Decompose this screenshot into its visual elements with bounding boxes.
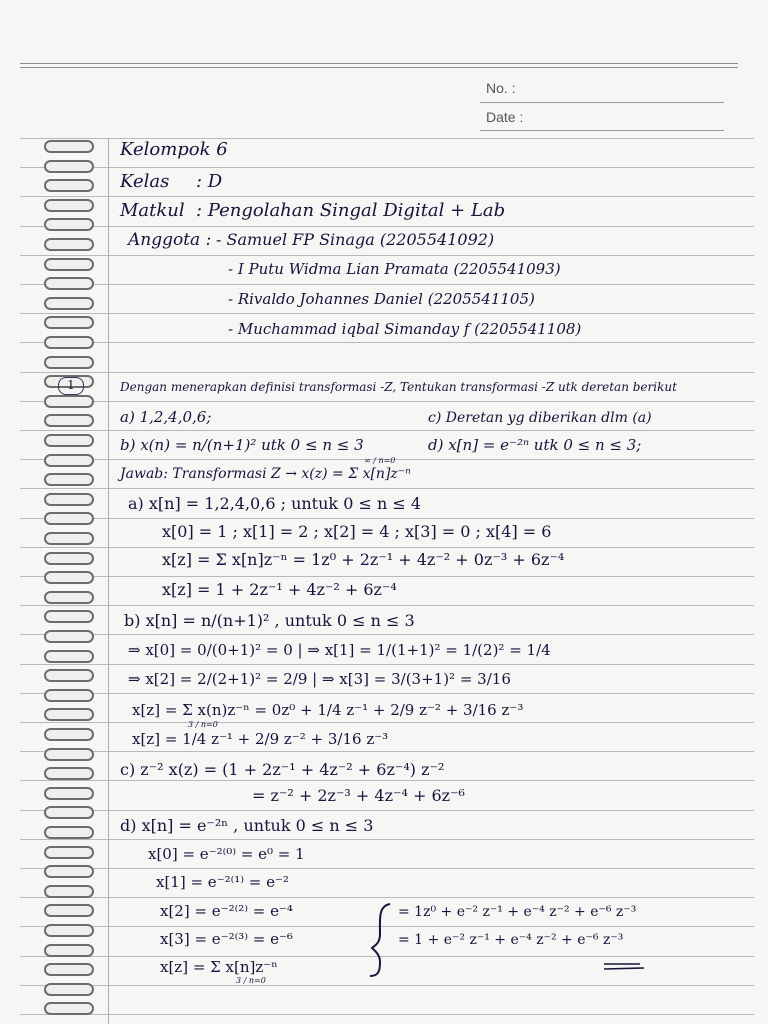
answer-intro: Jawab: Transformasi Z → x(z) = Σ x[n]z⁻ⁿ [120,466,411,482]
question-d: d) x[n] = e⁻²ⁿ utk 0 ≤ n ≤ 3; [428,436,642,454]
binder-hole [44,787,94,800]
binder-hole [44,1002,94,1015]
member-2: - I Putu Widma Lian Pramata (2205541093) [228,260,561,278]
ruled-line [20,839,754,840]
a-line-1: a) x[n] = 1,2,4,0,6 ; untuk 0 ≤ n ≤ 4 [128,494,422,513]
b-line-4: x[z] = Σ x(n)z⁻ⁿ = 0z⁰ + 1/4 z⁻¹ + 2/9 z⁻² + 3/16 z⁻³ [132,701,524,719]
ruled-line [20,605,754,606]
no-label: No. : [486,80,516,96]
binder-hole [44,532,94,545]
question-c: c) Deretan yg diberikan dlm (a) [428,410,652,426]
ruled-line [20,255,754,256]
binder-hole [44,258,94,271]
binder-hole [44,708,94,721]
ruled-line [20,547,754,548]
binder-hole [44,983,94,996]
member-4: - Muchammad iqbal Simanday f (2205541108) [228,320,582,338]
d-line-3: x[1] = e⁻²⁽¹⁾ = e⁻² [156,873,289,891]
d-line-6: x[z] = Σ x[n]z⁻ⁿ [160,958,278,976]
binder-hole [44,434,94,447]
date-line [480,130,724,131]
binder-hole [44,904,94,917]
binder-hole [44,238,94,251]
d-limits: 3 / n=0 [236,976,266,985]
binder-hole [44,767,94,780]
binder-hole [44,336,94,349]
b-line-2: ⇒ x[0] = 0/(0+1)² = 0 | ⇒ x[1] = 1/(1+1)² = 1/(2)² = 1/4 [128,641,551,659]
b-limits: 3 / n=0 [188,720,218,729]
binder-hole [44,630,94,643]
ruled-line [20,372,754,373]
ruled-line [20,313,754,314]
binder-hole [44,650,94,663]
top-rule [20,63,738,64]
question-prompt: Dengan menerapkan definisi transformasi -Z, Tentukan transformasi -Z utk deretan berikut [120,380,677,394]
binder-hole [44,826,94,839]
a-line-4: x[z] = 1 + 2z⁻¹ + 4z⁻² + 6z⁻⁴ [162,580,397,599]
ruled-line [20,897,754,898]
binder-hole [44,454,94,467]
ruled-line [20,196,754,197]
binder-hole [44,493,94,506]
no-line [480,102,724,103]
binder-hole [44,512,94,525]
d-line-2: x[0] = e⁻²⁽⁰⁾ = e⁰ = 1 [148,845,305,863]
d-line-1: d) x[n] = e⁻²ⁿ , untuk 0 ≤ n ≤ 3 [120,816,374,835]
ruled-line [20,488,754,489]
binder-hole [44,610,94,623]
ruled-line [20,430,754,431]
b-line-1: b) x[n] = n/(n+1)² , untuk 0 ≤ n ≤ 3 [124,611,415,630]
ruled-line [20,226,754,227]
brace-mark [368,900,398,980]
member-1: - Samuel FP Sinaga (2205541092) [216,230,495,249]
ruled-line [20,985,754,986]
ruled-line [20,284,754,285]
binder-hole [44,473,94,486]
ruled-line [20,810,754,811]
binder-hole [44,297,94,310]
final-underline [600,960,650,974]
binder-hole [44,591,94,604]
ruled-line [20,780,754,781]
b-line-5: x[z] = 1/4 z⁻¹ + 2/9 z⁻² + 3/16 z⁻³ [132,730,389,748]
ruled-line [20,342,754,343]
d-result-2: = 1 + e⁻² z⁻¹ + e⁻⁴ z⁻² + e⁻⁶ z⁻³ [398,932,624,948]
b-line-3: ⇒ x[2] = 2/(2+1)² = 2/9 | ⇒ x[3] = 3/(3+1)² = 3/16 [128,670,511,688]
answer-intro-limits: ∞ / n=0 [364,456,396,465]
ruled-line [20,1014,754,1015]
d-result-1: = 1z⁰ + e⁻² z⁻¹ + e⁻⁴ z⁻² + e⁻⁶ z⁻³ [398,904,637,920]
ruled-line [20,167,754,168]
margin-line [108,138,109,1024]
class-value: : D [196,171,223,192]
ruled-line [20,868,754,869]
binder-hole [44,316,94,329]
ruled-line [20,634,754,635]
binder-hole [44,277,94,290]
binder-hole [44,414,94,427]
a-line-2: x[0] = 1 ; x[1] = 2 ; x[2] = 4 ; x[3] = 0 ; x[4] = 6 [162,522,552,541]
course-label: Matkul [120,200,185,221]
a-line-3: x[z] = Σ x[n]z⁻ⁿ = 1z⁰ + 2z⁻¹ + 4z⁻² + 0z⁻³ + 6z⁻⁴ [162,550,565,569]
member-3: - Rivaldo Johannes Daniel (2205541105) [228,290,535,308]
binder-hole [44,728,94,741]
binder-hole [44,885,94,898]
ruled-line [20,401,754,402]
binder-hole [44,748,94,761]
group-name: Kelompok 6 [120,139,228,160]
binder-hole [44,199,94,212]
binder-hole [44,806,94,819]
binder-hole [44,571,94,584]
question-number: 1 [58,377,84,395]
class-label: Kelas [120,171,170,192]
binder-hole [44,944,94,957]
c-line-2: = z⁻² + 2z⁻³ + 4z⁻⁴ + 6z⁻⁶ [252,786,465,805]
top-rule-2 [20,67,738,68]
c-line-1: c) z⁻² x(z) = (1 + 2z⁻¹ + 4z⁻² + 6z⁻⁴) z⁻² [120,760,445,779]
question-a: a) 1,2,4,0,6; [120,408,212,426]
binder-hole [44,140,94,153]
date-label: Date : [486,109,524,125]
binder-hole [44,689,94,702]
binder-hole [44,846,94,859]
d-line-5: x[3] = e⁻²⁽³⁾ = e⁻⁶ [160,930,293,948]
binder-hole [44,865,94,878]
d-line-4: x[2] = e⁻²⁽²⁾ = e⁻⁴ [160,902,293,920]
binder-hole [44,669,94,682]
ruled-line [20,576,754,577]
binder-hole [44,552,94,565]
binder-hole [44,924,94,937]
binder-hole [44,160,94,173]
ruled-line [20,664,754,665]
course-value: : Pengolahan Singal Digital + Lab [196,200,506,221]
ruled-line [20,722,754,723]
ruled-line [20,751,754,752]
ruled-line [20,693,754,694]
members-label: Anggota : [128,230,212,250]
question-b: b) x(n) = n/(n+1)² utk 0 ≤ n ≤ 3 [120,436,364,454]
binder-hole [44,395,94,408]
binder-hole [44,179,94,192]
binder-hole [44,356,94,369]
binder-hole [44,218,94,231]
binder-hole [44,963,94,976]
ruled-line [20,518,754,519]
